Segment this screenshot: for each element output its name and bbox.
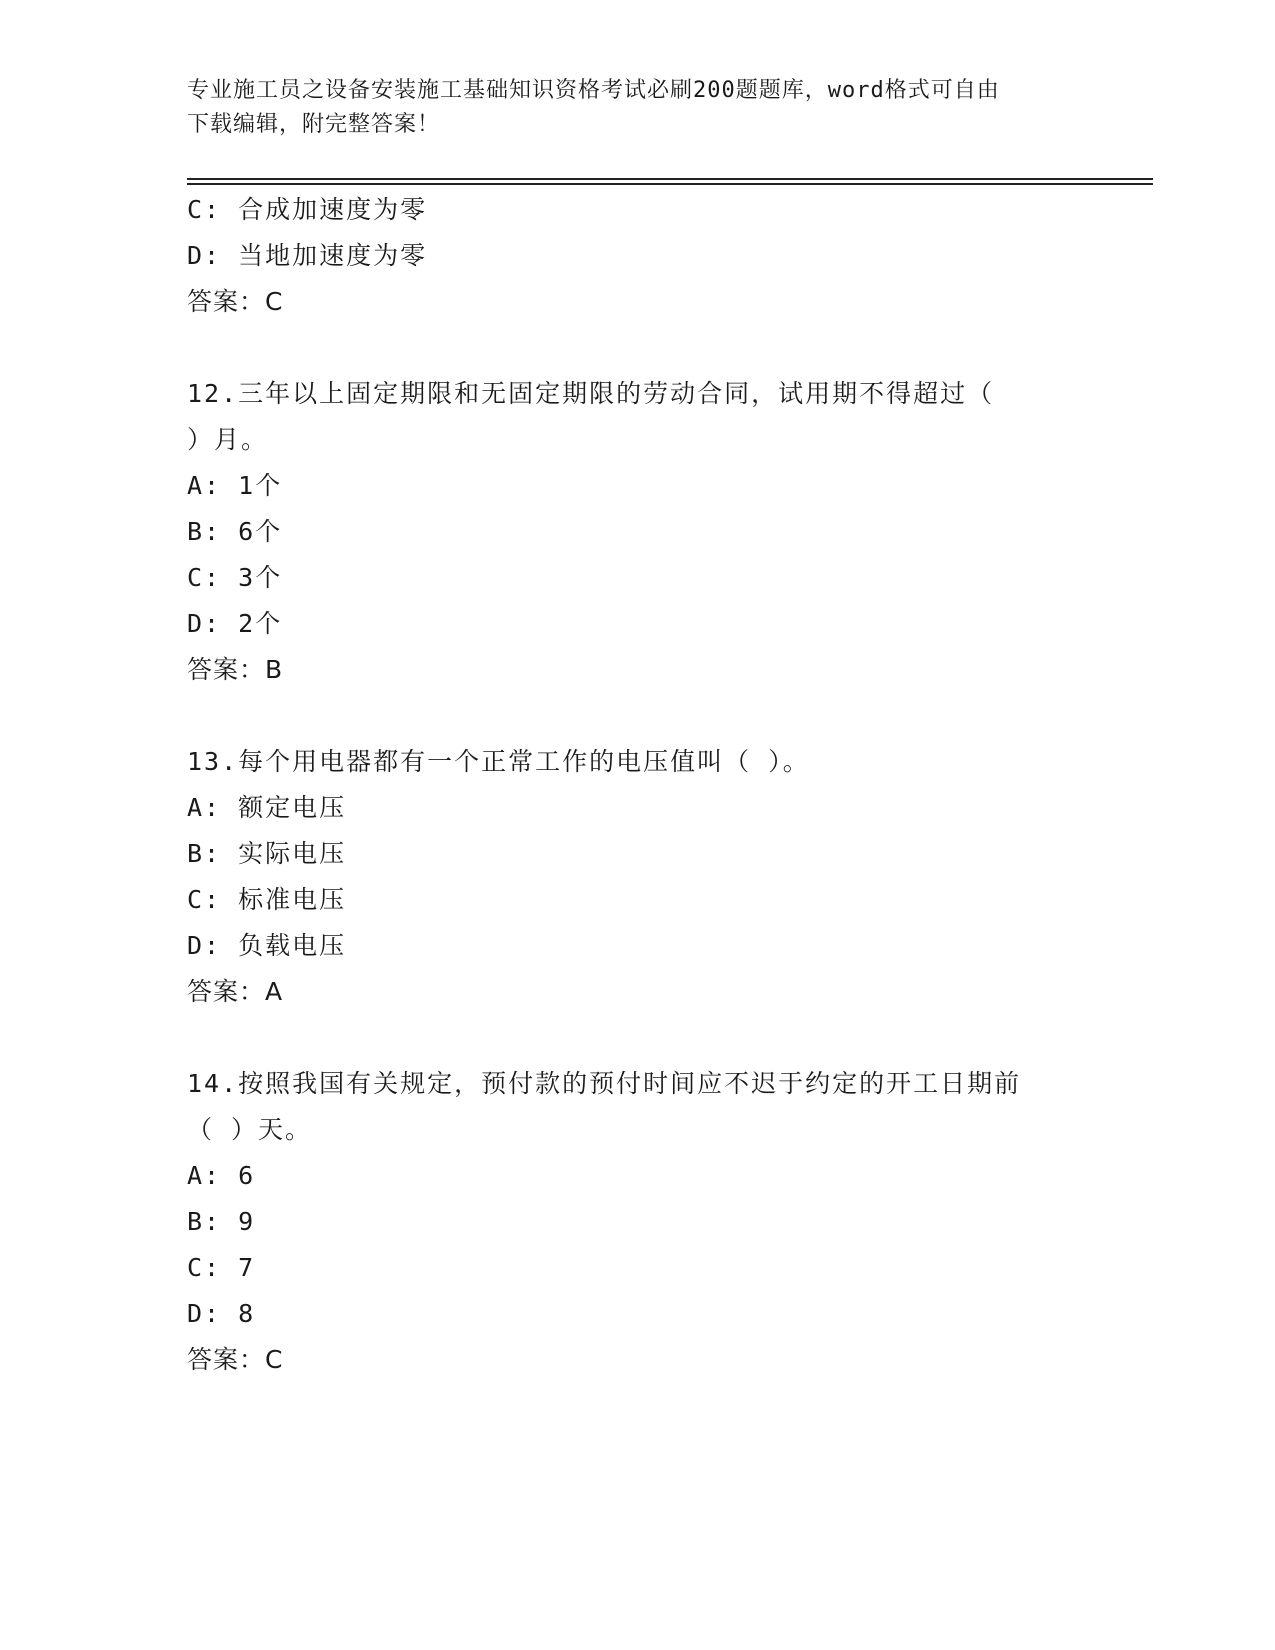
header-line-1: 专业施工员之设备安装施工基础知识资格考试必刷200题题库，word格式可自由 [187,78,1000,103]
answer-line: 答案：C [187,1345,284,1374]
header-divider-bottom [187,183,1153,185]
question-13 [187,739,1087,1015]
option-d: D: 2个 [187,609,283,638]
option-b: B: 6个 [187,517,283,546]
question-text-line: 12.三年以上固定期限和无固定期限的劳动合同，试用期不得超过（ [187,379,995,408]
header-divider-top [187,178,1153,180]
answer-line: 答案：B [187,655,284,684]
option-c: C: 合成加速度为零 [187,195,428,224]
question-14 [187,1061,1087,1383]
question-text-line: 14.按照我国有关规定，预付款的预付时间应不迟于约定的开工日期前 [187,1069,1022,1098]
question-list [187,187,1087,1383]
option-c: C: 标准电压 [187,885,347,914]
answer-line: 答案：A [187,977,284,1006]
option-a: A: 额定电压 [187,793,347,822]
answer-line: 答案：C [187,287,284,316]
question-text-line: （ ）天。 [187,1115,313,1144]
question-text-line: ）月。 [187,425,269,454]
carryover-block [187,187,1087,325]
document-header [187,74,1087,142]
option-a: A: 6 [187,1161,256,1190]
option-b: B: 实际电压 [187,839,347,868]
option-d: D: 负载电压 [187,931,347,960]
question-12 [187,371,1087,693]
option-c: C: 7 [187,1253,256,1282]
option-c: C: 3个 [187,563,283,592]
option-a: A: 1个 [187,471,283,500]
option-d: D: 8 [187,1299,256,1328]
question-text-line: 13.每个用电器都有一个正常工作的电压值叫（ ）。 [187,747,810,776]
option-b: B: 9 [187,1207,256,1236]
option-d: D: 当地加速度为零 [187,241,428,270]
header-line-2: 下载编辑，附完整答案！ [187,112,441,137]
